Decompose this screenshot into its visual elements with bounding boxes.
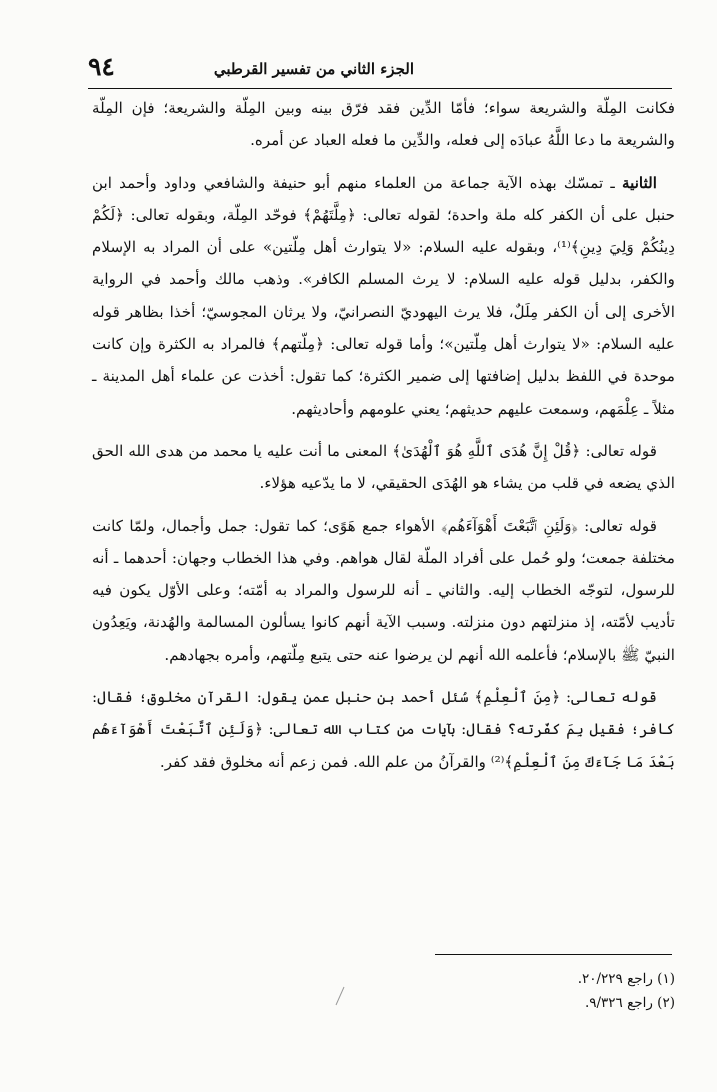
paragraph-text: فكانت المِلّة والشريعة سواء؛ فأمّا الدِّين فقد فرّق بينه وبين المِلّة والشريعة؛ فإن المِلّة والشريعة ما دعا اللَّهُ عبادَه إلى فعله، والدِّين ما فعله العباد عن أمره. bbox=[92, 99, 675, 150]
pencil-mark bbox=[333, 985, 347, 1007]
running-title: الجزء الثاني من تفسير القرطبي bbox=[213, 60, 414, 78]
paragraph-knowledge bbox=[92, 681, 675, 778]
paragraph-text: قوله تعالى: ﴿مِنَ ٱلْعِلْمِ﴾ سُئل أحمد بن حنبل عمن يقول: القرآن مخلوق؛ فقال: كافر؛ فقيل بِمَ كفّرته؟ فقال: بآيات من كتاب الله تعالى: ﴿وَلَئِنِ ٱتَّبَعْتَ أَهْوَآءَهُم بَعْدَ مَا جَآءَكَ مِنَ ٱلْعِلْمِ﴾⁽²⁾ والقرآنُ من علم الله. فمن زعم أنه مخلوق فقد كفر. bbox=[92, 688, 675, 771]
footnote-separator bbox=[435, 954, 672, 955]
paragraph-guidance bbox=[92, 435, 675, 500]
paragraph-second-issue bbox=[92, 167, 675, 425]
footnotes bbox=[375, 967, 675, 1015]
footnote-item: (١) راجع ٢٠/٢٢٩. bbox=[577, 971, 675, 987]
paragraph-desires bbox=[92, 510, 675, 671]
footnote-item: (٢) راجع ٩/٣٢٦. bbox=[584, 995, 675, 1011]
page-header bbox=[88, 48, 672, 89]
paragraph-definition bbox=[92, 92, 675, 157]
paragraph-text: قوله تعالى: ﴿وَلَئِنِ ٱتَّبَعْتَ أَهْوَآءَهُم﴾ الأهواء جمع هَوًى؛ كما تقول: جمل وأجمال، ولمّا كانت مختلفة جمعت؛ ولو حُمل على أفراد الملّة لقال هواهم. وفي هذا الخطاب وجهان: أحدهما ـ أنه للرسول، لتوجّه الخطاب إليه. والثاني ـ أنه للرسول والمراد به أمّته؛ وعلى الأوّل يكون فيه تأديب لأمّته، إذ منزلتهم دون منزلته. وسبب الآية أنهم كانوا يسألون المسالمة والهُدنة، ويَعِدُون النبيّ ﷺ بالإسلام؛ فأعلمه الله أنهم لن يرضوا عنه حتى يتبع مِلّتهم، وأمره بجهادهم. bbox=[92, 516, 675, 664]
paragraph-text: قوله تعالى: ﴿قُلْ إِنَّ هُدَى ٱللَّهِ هُوَ ٱلْهُدَىٰ﴾ المعنى ما أنت عليه يا محمد من هدى الله الحق الذي يضعه في قلب من يشاء هو الهُدَى الحقيقي، لا ما يدّعيه هؤلاء. bbox=[92, 441, 675, 493]
section-lead-word: الثانية bbox=[621, 173, 657, 192]
paragraph-text: ـ تمسّك بهذه الآية جماعة من العلماء منهم أبو حنيفة والشافعي وداود وأحمد ابن حنبل على أن الكفر كله ملة واحدة؛ لقوله تعالى: ﴿مِلَّتَهُمْ﴾ فوحّد المِلّة، وبقوله تعالى: ﴿لَكُمْ دِينُكُمْ وَلِيَ دِينِ﴾⁽¹⁾، وبقوله عليه السلام: «لا يتوارث أهل مِلّتين» على أن المراد به الإسلام والكفر، بدليل قوله عليه السلام: لا يرث المسلم الكافر». وذهب مالك وأحمد في الرواية الأخرى إلى أن الكفر مِلَلٌ، فلا يرث اليهوديّ النصرانيّ، ولا يرثان المجوسيّ؛ أخذا بظاهر قوله عليه السلام: «لا يتوارث أهل مِلّتين»؛ وأما قوله تعالى: ﴿مِلّتهم﴾ فالمراد به الكثرة وإن كانت موحدة في اللفظ بدليل إضافتها إلى ضمير الكثرة؛ كما تقول: أخذت عن علماء أهل المدينة ـ مثلاً ـ عِلْمَهم، وسمعت عليهم حديثهم؛ يعني علومهم وأحاديثهم. bbox=[92, 173, 675, 418]
page-number: ٩٤ bbox=[88, 52, 115, 81]
main-text bbox=[92, 92, 675, 788]
